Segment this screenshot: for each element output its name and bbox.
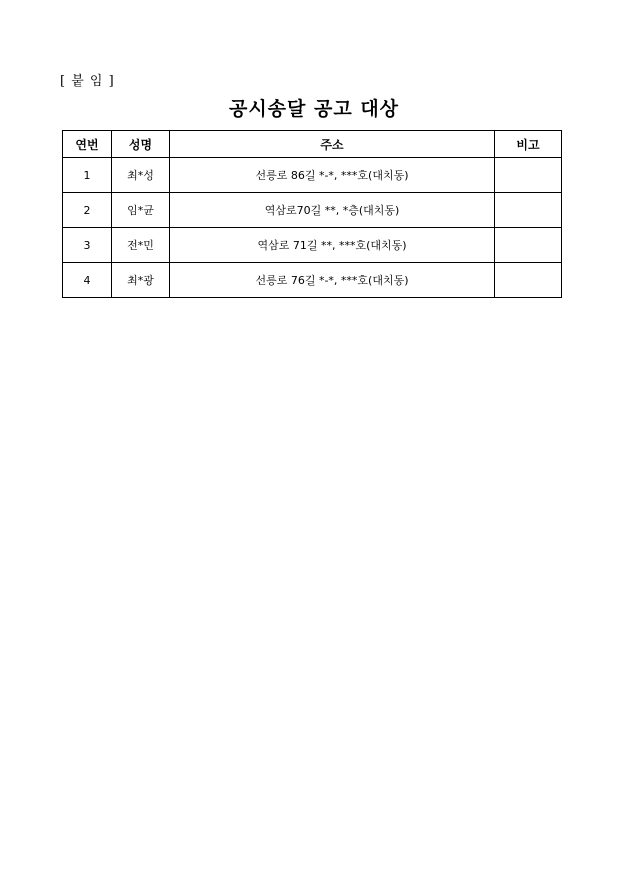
table-row: [63, 263, 562, 298]
notice-target-table: [62, 130, 562, 298]
table-row: [63, 228, 562, 263]
cell-no: 2: [63, 193, 112, 228]
cell-remarks: [495, 228, 562, 263]
cell-no: 3: [63, 228, 112, 263]
cell-name: 최*성: [112, 158, 170, 193]
table-header-row: [63, 131, 562, 158]
cell-name: 최*광: [112, 263, 170, 298]
cell-remarks: [495, 158, 562, 193]
cell-remarks: [495, 263, 562, 298]
table-row: [63, 193, 562, 228]
cell-address: 선릉로 76길 *-*, ***호(대치동): [170, 263, 495, 298]
cell-no: 4: [63, 263, 112, 298]
column-header-no: 연번: [63, 131, 112, 158]
column-header-name: 성명: [112, 131, 170, 158]
cell-name: 전*민: [112, 228, 170, 263]
document-title: 공시송달 공고 대상: [228, 98, 400, 120]
cell-address: 역삼로 71길 **, ***호(대치동): [170, 228, 495, 263]
cell-no: 1: [63, 158, 112, 193]
cell-remarks: [495, 193, 562, 228]
attachment-label: [ 붙 임 ]: [60, 74, 115, 89]
table-row: [63, 158, 562, 193]
cell-address: 선릉로 86길 *-*, ***호(대치동): [170, 158, 495, 193]
column-header-address: 주소: [170, 131, 495, 158]
cell-address: 역삼로70길 **, *층(대치동): [170, 193, 495, 228]
cell-name: 임*균: [112, 193, 170, 228]
column-header-remarks: 비고: [495, 131, 562, 158]
